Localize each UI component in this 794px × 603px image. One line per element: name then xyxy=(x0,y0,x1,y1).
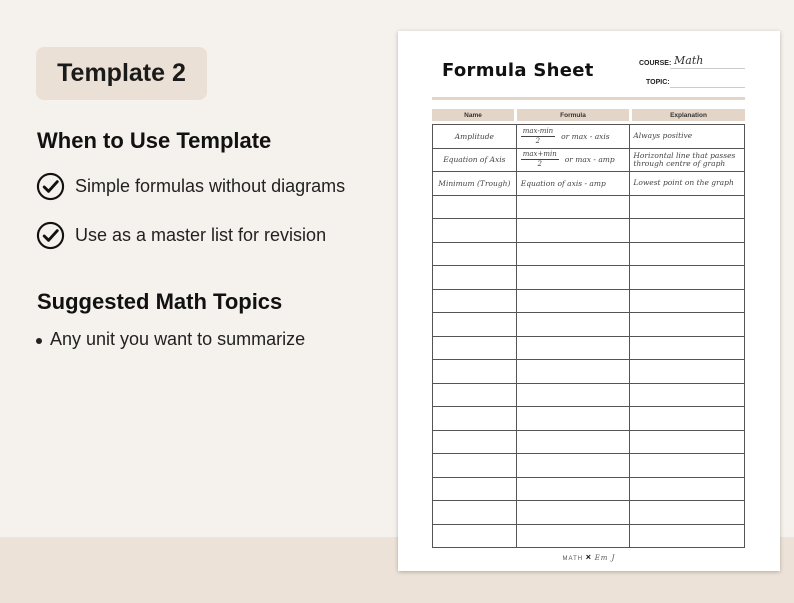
table-row-empty xyxy=(433,454,745,478)
cell-empty xyxy=(433,337,517,361)
cell-empty xyxy=(630,454,745,478)
cell-empty xyxy=(433,478,517,502)
cell-empty xyxy=(517,290,631,314)
cell-empty xyxy=(630,384,745,408)
cell-empty xyxy=(517,525,631,549)
cell-explanation: Horizontal line that passes through centre of graph xyxy=(630,149,745,173)
cell-empty xyxy=(630,337,745,361)
cell-empty xyxy=(433,243,517,267)
cell-empty xyxy=(630,219,745,243)
cell-empty xyxy=(630,290,745,314)
table-row xyxy=(433,125,745,149)
cell-explanation: Always positive xyxy=(630,125,745,149)
table-row-empty xyxy=(433,525,745,549)
column-header-explanation: Explanation xyxy=(632,109,745,121)
cell-empty xyxy=(630,407,745,431)
fraction xyxy=(521,150,559,169)
cell-empty xyxy=(630,266,745,290)
topic-label: TOPIC: xyxy=(646,79,670,86)
table-row-empty xyxy=(433,337,745,361)
fraction-denominator: 2 xyxy=(535,136,541,145)
fraction-denominator: 2 xyxy=(537,160,542,169)
table-row-empty xyxy=(433,313,745,337)
formula-sheet-page xyxy=(398,31,780,571)
cell-empty xyxy=(517,219,631,243)
table-row-empty xyxy=(433,360,745,384)
course-value: Math xyxy=(674,54,704,67)
use-item-label: Use as a master list for revision xyxy=(75,225,327,245)
cell-empty xyxy=(517,454,631,478)
table-grid xyxy=(432,124,745,548)
cell-empty xyxy=(630,431,745,455)
cell-empty xyxy=(517,478,631,502)
table-row-empty xyxy=(433,266,745,290)
cell-empty xyxy=(517,431,631,455)
cell-empty xyxy=(433,407,517,431)
course-label: COURSE: xyxy=(639,60,672,67)
cell-empty xyxy=(630,243,745,267)
table-row-empty xyxy=(433,290,745,314)
check-circle-icon xyxy=(36,172,65,201)
cell-empty xyxy=(433,454,517,478)
topic-item-label: Any unit you want to summarize xyxy=(50,329,306,349)
cell-empty xyxy=(630,501,745,525)
table-row-empty xyxy=(433,407,745,431)
topic-line xyxy=(670,87,745,88)
cell-empty xyxy=(517,384,631,408)
table-row-empty xyxy=(433,196,745,220)
cell-empty xyxy=(433,196,517,220)
cell-empty xyxy=(517,407,631,431)
when-to-use-heading: When to Use Template xyxy=(37,128,272,153)
cell-empty xyxy=(517,501,631,525)
cell-empty xyxy=(433,384,517,408)
check-circle-icon xyxy=(36,221,65,250)
table-row-empty xyxy=(433,431,745,455)
fraction xyxy=(521,127,555,146)
table-row-empty xyxy=(433,384,745,408)
cell-empty xyxy=(517,313,631,337)
cell-empty xyxy=(630,478,745,502)
bullet-icon xyxy=(36,338,42,344)
cell-empty xyxy=(517,337,631,361)
use-item xyxy=(36,172,345,201)
table-row-empty xyxy=(433,219,745,243)
use-item-label: Simple formulas without diagrams xyxy=(75,176,346,196)
table-row-empty xyxy=(433,478,745,502)
cell-empty xyxy=(433,431,517,455)
cell-empty xyxy=(630,196,745,220)
footer-logo-cross: × xyxy=(585,552,593,562)
cell-name: Minimum (Trough) xyxy=(433,172,517,196)
cell-formula xyxy=(517,125,631,149)
cell-explanation: Lowest point on the graph xyxy=(630,172,745,196)
cell-empty xyxy=(630,313,745,337)
table-row-empty xyxy=(433,243,745,267)
footer-logo xyxy=(398,552,780,562)
cell-empty xyxy=(433,219,517,243)
cell-empty xyxy=(433,290,517,314)
cell-empty xyxy=(630,360,745,384)
formula-alternative: or max - amp xyxy=(564,155,615,165)
fraction-numerator: max+min xyxy=(522,150,557,159)
formula-alternative: or max - axis xyxy=(561,131,610,141)
table-row-empty xyxy=(433,501,745,525)
formula-table xyxy=(432,109,745,548)
table-header xyxy=(432,109,745,121)
suggested-topics-heading: Suggested Math Topics xyxy=(37,289,283,314)
column-header-name: Name xyxy=(432,109,514,121)
sheet-title: Formula Sheet xyxy=(442,60,594,81)
cell-name: Equation of Axis xyxy=(433,149,517,173)
table-row xyxy=(433,149,745,173)
template-badge: Template 2 xyxy=(36,47,207,100)
cell-empty xyxy=(433,266,517,290)
cell-empty xyxy=(630,525,745,549)
cell-empty xyxy=(433,501,517,525)
cell-empty xyxy=(517,360,631,384)
topic-item xyxy=(36,329,305,350)
column-header-formula: Formula xyxy=(517,109,629,121)
course-line xyxy=(670,68,745,69)
cell-empty xyxy=(433,360,517,384)
cell-name: Amplitude xyxy=(433,125,517,149)
footer-logo-text: MATH xyxy=(562,556,584,562)
footer-logo-signature: Em J xyxy=(594,554,616,562)
cell-formula xyxy=(517,149,631,173)
cell-empty xyxy=(433,313,517,337)
cell-empty xyxy=(517,243,631,267)
title-rule xyxy=(432,97,745,100)
cell-empty xyxy=(517,196,631,220)
fraction-numerator: max-min xyxy=(522,126,554,135)
cell-formula: Equation of axis - amp xyxy=(517,172,631,196)
cell-empty xyxy=(433,525,517,549)
use-item xyxy=(36,221,326,250)
cell-empty xyxy=(517,266,631,290)
table-row xyxy=(433,172,745,196)
